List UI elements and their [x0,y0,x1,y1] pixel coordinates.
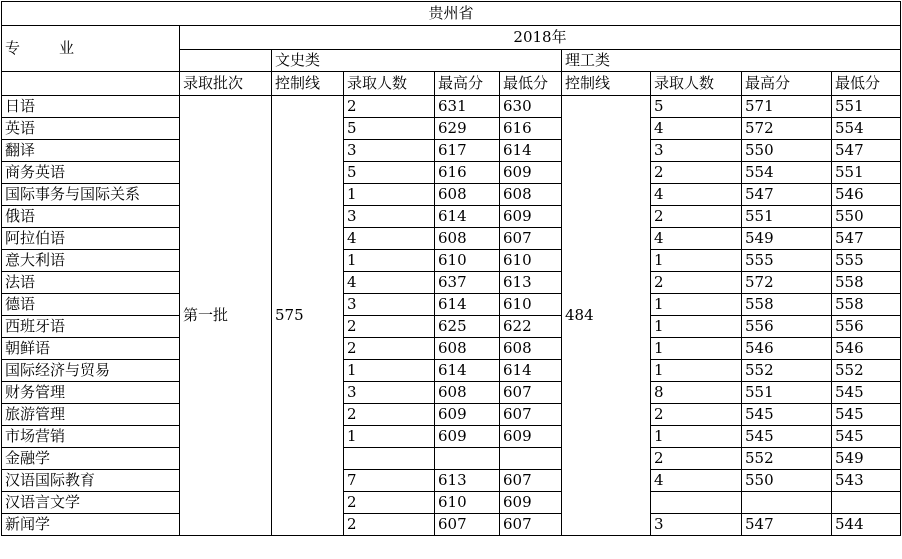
science-min-score: 558 [832,272,901,294]
science-min-score: 546 [832,184,901,206]
specialty-name: 西班牙语 [2,316,180,338]
arts-max-score: 608 [435,184,500,206]
science-admitted-count: 5 [651,96,742,118]
arts-admitted-count: 4 [344,228,435,250]
specialty-name: 国际事务与国际关系 [2,184,180,206]
specialty-name: 金融学 [2,448,180,470]
science-admitted-count: 2 [651,272,742,294]
table-row [2,514,901,536]
arts-min-score: 610 [500,294,562,316]
science-min-score: 551 [832,96,901,118]
science-admitted-count: 1 [651,360,742,382]
table-row [2,184,901,206]
science-admitted-count: 3 [651,514,742,536]
arts-admitted-count: 1 [344,184,435,206]
science-max-score: 554 [742,162,832,184]
table-row [2,206,901,228]
arts-admitted-count: 5 [344,162,435,184]
science-admitted-count: 8 [651,382,742,404]
arts-control-line-header: 控制线 [272,72,344,96]
arts-admitted-count [344,448,435,470]
table-row [2,118,901,140]
table-row [2,140,901,162]
science-admitted-count: 2 [651,448,742,470]
arts-admitted-count: 4 [344,272,435,294]
arts-min-score: 607 [500,382,562,404]
specialty-header [2,26,180,72]
specialty-name: 汉语国际教育 [2,470,180,492]
science-max-score: 545 [742,404,832,426]
arts-min-score: 609 [500,162,562,184]
science-max-score: 551 [742,206,832,228]
specialty-header-char-b: 业 [59,39,75,57]
science-min-score: 558 [832,294,901,316]
arts-control-line: 575 [272,96,344,536]
science-max-score: 552 [742,360,832,382]
specialty-name: 商务英语 [2,162,180,184]
science-max-score: 558 [742,294,832,316]
specialty-name: 财务管理 [2,382,180,404]
science-min-score: 545 [832,382,901,404]
science-admitted-count: 4 [651,118,742,140]
title-row [2,2,901,26]
science-max-score: 551 [742,382,832,404]
arts-min-score [500,448,562,470]
table-row [2,272,901,294]
table-row [2,448,901,470]
science-control-line: 484 [562,96,651,536]
science-max-score: 572 [742,118,832,140]
specialty-name: 阿拉伯语 [2,228,180,250]
arts-max-score: 617 [435,140,500,162]
specialty-blank-header [2,72,180,96]
science-admitted-count: 1 [651,250,742,272]
science-min-score: 547 [832,228,901,250]
arts-min-score: 614 [500,360,562,382]
table-row [2,360,901,382]
science-control-line-header: 控制线 [562,72,651,96]
arts-min-score: 607 [500,470,562,492]
arts-admitted-count: 1 [344,426,435,448]
arts-admitted-count: 7 [344,470,435,492]
blank-batch-header [180,50,272,72]
arts-max-score: 625 [435,316,500,338]
specialty-name: 新闻学 [2,514,180,536]
arts-admitted-count: 2 [344,514,435,536]
province-title: 贵州省 [2,2,901,26]
batch-col-header: 录取批次 [180,72,272,96]
arts-max-score: 629 [435,118,500,140]
table-row [2,404,901,426]
arts-min-score: 607 [500,228,562,250]
arts-min-score: 608 [500,184,562,206]
arts-min-score: 607 [500,404,562,426]
science-admitted-count: 2 [651,162,742,184]
arts-max-score: 614 [435,294,500,316]
science-max-score: 549 [742,228,832,250]
specialty-name: 朝鲜语 [2,338,180,360]
table-row [2,228,901,250]
arts-min-score: 630 [500,96,562,118]
science-admitted-count: 4 [651,228,742,250]
arts-category-header: 文史类 [272,50,562,72]
specialty-name: 俄语 [2,206,180,228]
table-row [2,250,901,272]
science-max-score: 552 [742,448,832,470]
science-max-score: 555 [742,250,832,272]
arts-min-header: 最低分 [500,72,562,96]
science-min-score [832,492,901,514]
arts-max-score: 607 [435,514,500,536]
arts-min-score: 609 [500,206,562,228]
science-min-score: 544 [832,514,901,536]
arts-admitted-count: 3 [344,382,435,404]
specialty-name: 意大利语 [2,250,180,272]
arts-min-score: 622 [500,316,562,338]
science-min-score: 547 [832,140,901,162]
table-row [2,492,901,514]
science-admitted-count: 4 [651,470,742,492]
science-admitted-count: 1 [651,338,742,360]
science-admitted-count: 3 [651,140,742,162]
science-min-score: 546 [832,338,901,360]
arts-min-score: 607 [500,514,562,536]
science-min-score: 549 [832,448,901,470]
arts-admitted-count: 5 [344,118,435,140]
science-min-score: 554 [832,118,901,140]
specialty-name: 汉语言文学 [2,492,180,514]
science-max-score: 547 [742,514,832,536]
specialty-name: 旅游管理 [2,404,180,426]
science-min-header: 最低分 [832,72,901,96]
science-max-score: 556 [742,316,832,338]
science-admitted-header: 录取人数 [651,72,742,96]
specialty-name: 翻译 [2,140,180,162]
science-max-score: 550 [742,140,832,162]
science-max-score: 547 [742,184,832,206]
science-admitted-count: 1 [651,294,742,316]
arts-admitted-header: 录取人数 [344,72,435,96]
arts-admitted-count: 2 [344,404,435,426]
arts-min-score: 609 [500,492,562,514]
arts-max-score: 609 [435,404,500,426]
science-min-score: 555 [832,250,901,272]
science-min-score: 550 [832,206,901,228]
science-max-score [742,492,832,514]
specialty-name: 国际经济与贸易 [2,360,180,382]
arts-min-score: 610 [500,250,562,272]
arts-max-score: 631 [435,96,500,118]
column-header-row [2,72,901,96]
table-row [2,338,901,360]
arts-min-score: 608 [500,338,562,360]
table-row [2,162,901,184]
arts-admitted-count: 2 [344,316,435,338]
arts-max-score: 613 [435,470,500,492]
arts-max-score: 616 [435,162,500,184]
arts-max-score [435,448,500,470]
year-header: 2018年 [180,26,901,50]
science-max-score: 546 [742,338,832,360]
science-max-score: 545 [742,426,832,448]
specialty-name: 日语 [2,96,180,118]
arts-max-score: 610 [435,250,500,272]
arts-admitted-count: 3 [344,206,435,228]
table-row [2,294,901,316]
arts-admitted-count: 2 [344,492,435,514]
arts-min-score: 616 [500,118,562,140]
arts-admitted-count: 3 [344,294,435,316]
arts-max-score: 609 [435,426,500,448]
specialty-name: 英语 [2,118,180,140]
arts-max-score: 614 [435,206,500,228]
arts-admitted-count: 1 [344,360,435,382]
batch-cell: 第一批 [180,96,272,536]
arts-max-score: 637 [435,272,500,294]
table-row [2,96,901,118]
science-min-score: 556 [832,316,901,338]
science-min-score: 543 [832,470,901,492]
science-max-score: 571 [742,96,832,118]
science-min-score: 552 [832,360,901,382]
science-admitted-count [651,492,742,514]
table-row [2,382,901,404]
arts-max-score: 608 [435,382,500,404]
science-min-score: 545 [832,404,901,426]
arts-max-score: 608 [435,338,500,360]
arts-admitted-count: 2 [344,338,435,360]
specialty-name: 法语 [2,272,180,294]
table-row [2,426,901,448]
science-admitted-count: 1 [651,426,742,448]
science-category-header: 理工类 [562,50,901,72]
admission-score-table [1,1,901,536]
specialty-name: 德语 [2,294,180,316]
science-admitted-count: 2 [651,206,742,228]
science-max-score: 572 [742,272,832,294]
arts-min-score: 613 [500,272,562,294]
science-admitted-count: 1 [651,316,742,338]
science-admitted-count: 2 [651,404,742,426]
table-row [2,470,901,492]
arts-min-score: 614 [500,140,562,162]
arts-min-score: 609 [500,426,562,448]
table-row [2,316,901,338]
arts-max-score: 614 [435,360,500,382]
arts-admitted-count: 1 [344,250,435,272]
arts-admitted-count: 3 [344,140,435,162]
science-max-header: 最高分 [742,72,832,96]
specialty-header-char-a: 专 [5,39,21,57]
year-row [2,26,901,50]
science-min-score: 545 [832,426,901,448]
science-min-score: 551 [832,162,901,184]
arts-max-score: 610 [435,492,500,514]
arts-max-header: 最高分 [435,72,500,96]
specialty-name: 市场营销 [2,426,180,448]
science-admitted-count: 4 [651,184,742,206]
science-max-score: 550 [742,470,832,492]
arts-max-score: 608 [435,228,500,250]
arts-admitted-count: 2 [344,96,435,118]
